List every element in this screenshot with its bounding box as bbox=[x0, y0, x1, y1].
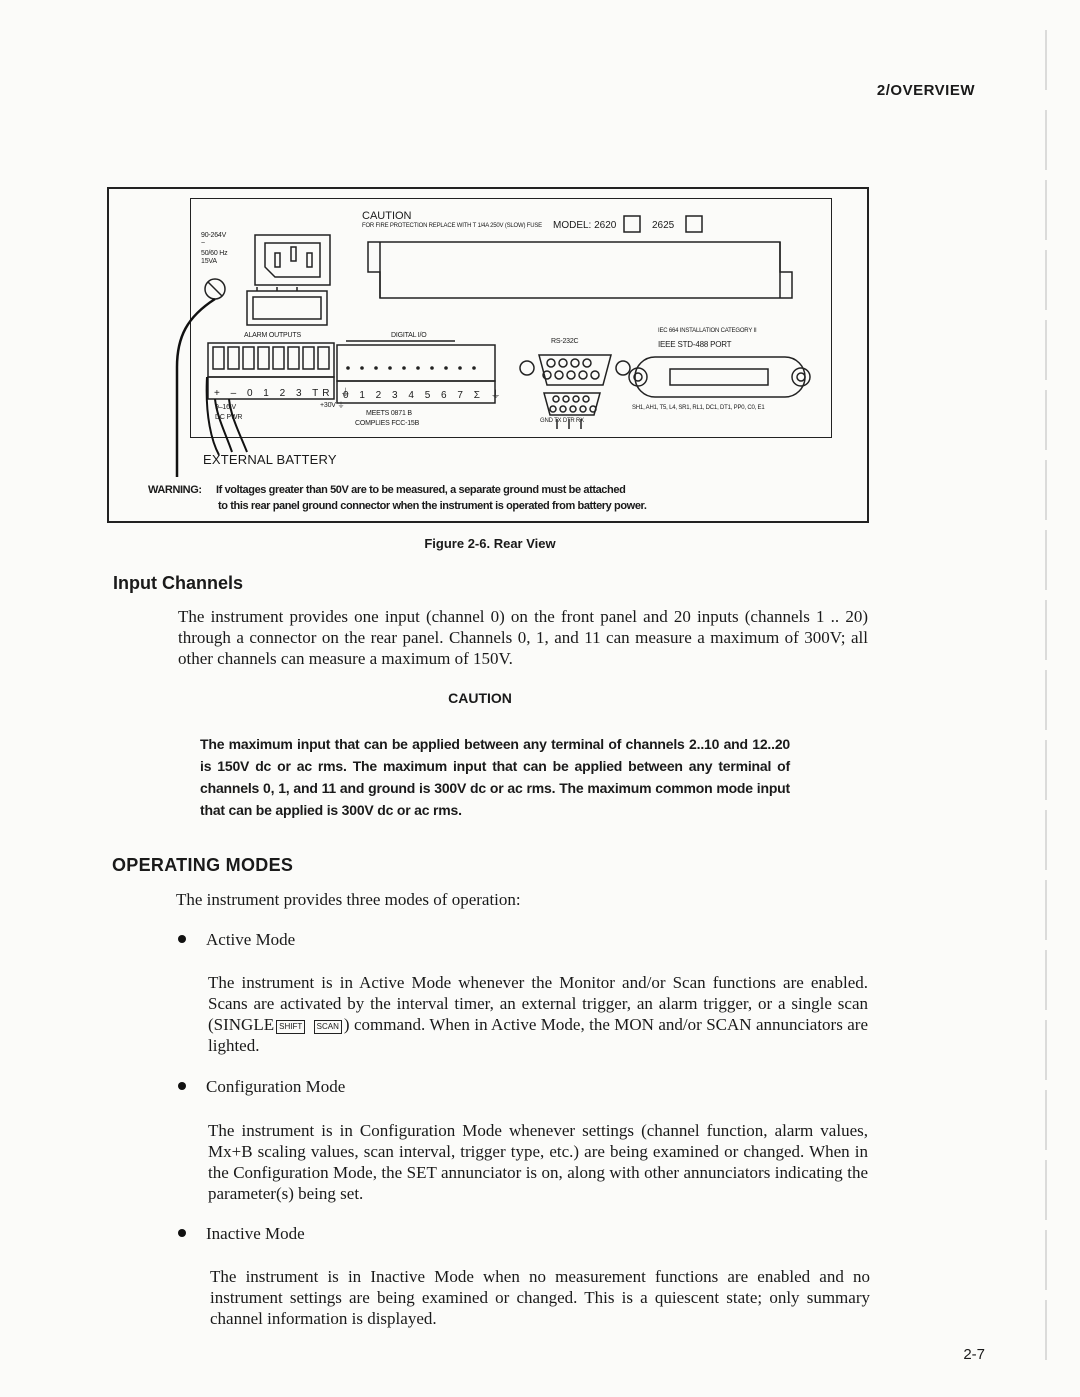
config-mode-paragraph: The instrument is in Configuration Mode whenever settings (channel function, alarm values, Mx+B scaling values, scan interval, trigger type, etc.) are being examined or changed. When in the Configuration Mode, the SET annunciator is on, along with other annunciators indicating the parameter(s) being set. bbox=[208, 1121, 868, 1203]
figure-caption: Figure 2-6. Rear View bbox=[424, 536, 556, 551]
fig-caution-label: CAUTION bbox=[362, 210, 412, 222]
fig-dc-pwr-1: 9–16 V bbox=[215, 404, 236, 411]
inactive-mode-title: Inactive Mode bbox=[206, 1224, 305, 1243]
bullet-dot bbox=[178, 1082, 186, 1090]
page-number: 2-7 bbox=[963, 1346, 985, 1363]
fig-power-rating-2: ~ bbox=[201, 240, 205, 247]
shift-key: SHIFT bbox=[276, 1020, 305, 1034]
active-mode-paragraph bbox=[208, 972, 868, 1056]
fig-rs232: RS-232C bbox=[551, 338, 579, 345]
digital-io-pins bbox=[346, 366, 476, 370]
inactive-mode-paragraph: The instrument is in Inactive Mode when no measurement functions are enabled and no instrument settings are being examined or changed. This is a quiescent state; only summary channel information is displayed. bbox=[210, 1267, 870, 1328]
fig-power-rating-1: 90-264V bbox=[201, 232, 227, 239]
fig-ieee: IEEE STD-488 PORT bbox=[658, 340, 732, 349]
fig-rs232-pins: GND TX DTR RX bbox=[540, 418, 584, 424]
fig-digital-io: DIGITAL I/O bbox=[391, 332, 427, 339]
caution-heading: CAUTION bbox=[448, 690, 512, 706]
input-channels-heading: Input Channels bbox=[113, 573, 243, 593]
fig-meets: MEETS 0871 B bbox=[366, 410, 412, 417]
warning-label: WARNING: bbox=[148, 484, 202, 496]
scan-key: SCAN bbox=[314, 1020, 342, 1034]
caution-text: The maximum input that can be applied between any terminal of channels 2..10 and 12..20 is 150V dc or ac rms. The maximum input that can be applied between any terminal of channels 0, 1, and 11 and ground is 300V dc or ac rms. The maximum common mode input that can be applied is 300V dc or ac rms. bbox=[200, 736, 790, 818]
fig-alarm-numbers: + – 0 1 2 3 TR ⏚ bbox=[214, 388, 355, 399]
config-mode-title: Configuration Mode bbox=[206, 1077, 346, 1096]
input-channels-paragraph: The instrument provides one input (channel 0) on the front panel and 20 inputs (channels 1 .. 20) through a connector on the rear panel. Channels 0, 1, and 11 can measure a maximum of 300V; all other channels can measure a maximum of 150V. bbox=[178, 607, 868, 668]
binder-edge-marks bbox=[1030, 0, 1080, 1397]
ground-wire bbox=[177, 299, 215, 477]
fig-caution-text: FOR FIRE PROTECTION REPLACE WITH T 1/4A 250V (SLOW) FUSE bbox=[362, 223, 542, 229]
fig-alarm-outputs: ALARM OUTPUTS bbox=[244, 332, 301, 339]
warning-note bbox=[148, 482, 647, 514]
fig-voltage-note: +30V ⏚ bbox=[320, 402, 345, 409]
model-2625-checkbox bbox=[686, 216, 702, 232]
fig-model-label: MODEL: 2620 bbox=[553, 220, 617, 231]
fig-complies: COMPLIES FCC-15B bbox=[355, 420, 420, 427]
external-battery-label: EXTERNAL BATTERY bbox=[203, 452, 337, 467]
model-2620-checkbox bbox=[624, 216, 640, 232]
power-inlet bbox=[247, 235, 330, 325]
ground-screw-icon bbox=[205, 279, 225, 299]
ieee488-connector bbox=[629, 357, 810, 397]
option-slot bbox=[368, 242, 792, 298]
fig-power-rating-4: 15VA bbox=[201, 258, 217, 265]
active-mode-text-a: The instrument is in Active Mode whenever the Monitor and/or Scan functions are enabled. Scans are activated by the interval timer, an external trigger, an alarm trigger, or a single scan (SINGLE bbox=[208, 973, 868, 1034]
operating-modes-heading: OPERATING MODES bbox=[112, 855, 294, 875]
bullet-dot bbox=[178, 1229, 186, 1237]
warning-line-2: to this rear panel ground connector when the instrument is operated from battery power. bbox=[218, 500, 647, 512]
bullet-configuration-mode bbox=[178, 1077, 345, 1097]
fig-iec: IEC 664 INSTALLATION CATEGORY II bbox=[658, 328, 757, 334]
fig-model-alt: 2625 bbox=[652, 220, 675, 231]
operating-modes-intro: The instrument provides three modes of operation: bbox=[176, 890, 521, 909]
bullet-dot bbox=[178, 935, 186, 943]
section-header: 2/OVERVIEW bbox=[876, 82, 975, 99]
fig-power-rating-3: 50/60 Hz bbox=[201, 250, 228, 257]
active-mode-text-b: ) command. When in Active Mode, the MON and/or SCAN annunciators are lighted. bbox=[208, 1015, 868, 1055]
bullet-active-mode bbox=[178, 930, 295, 950]
bullet-inactive-mode bbox=[178, 1224, 305, 1244]
warning-line-1: If voltages greater than 50V are to be measured, a separate ground must be attached bbox=[216, 484, 626, 496]
fig-digital-numbers: 0 1 2 3 4 5 6 7 Σ ⏚ bbox=[343, 390, 505, 401]
fig-dc-pwr-2: DC PWR bbox=[215, 414, 243, 421]
fig-ieee-codes: SH1, AH1, T5, L4, SR1, RL1, DC1, DT1, PP0, C0, E1 bbox=[632, 405, 765, 411]
active-mode-title: Active Mode bbox=[206, 930, 296, 949]
